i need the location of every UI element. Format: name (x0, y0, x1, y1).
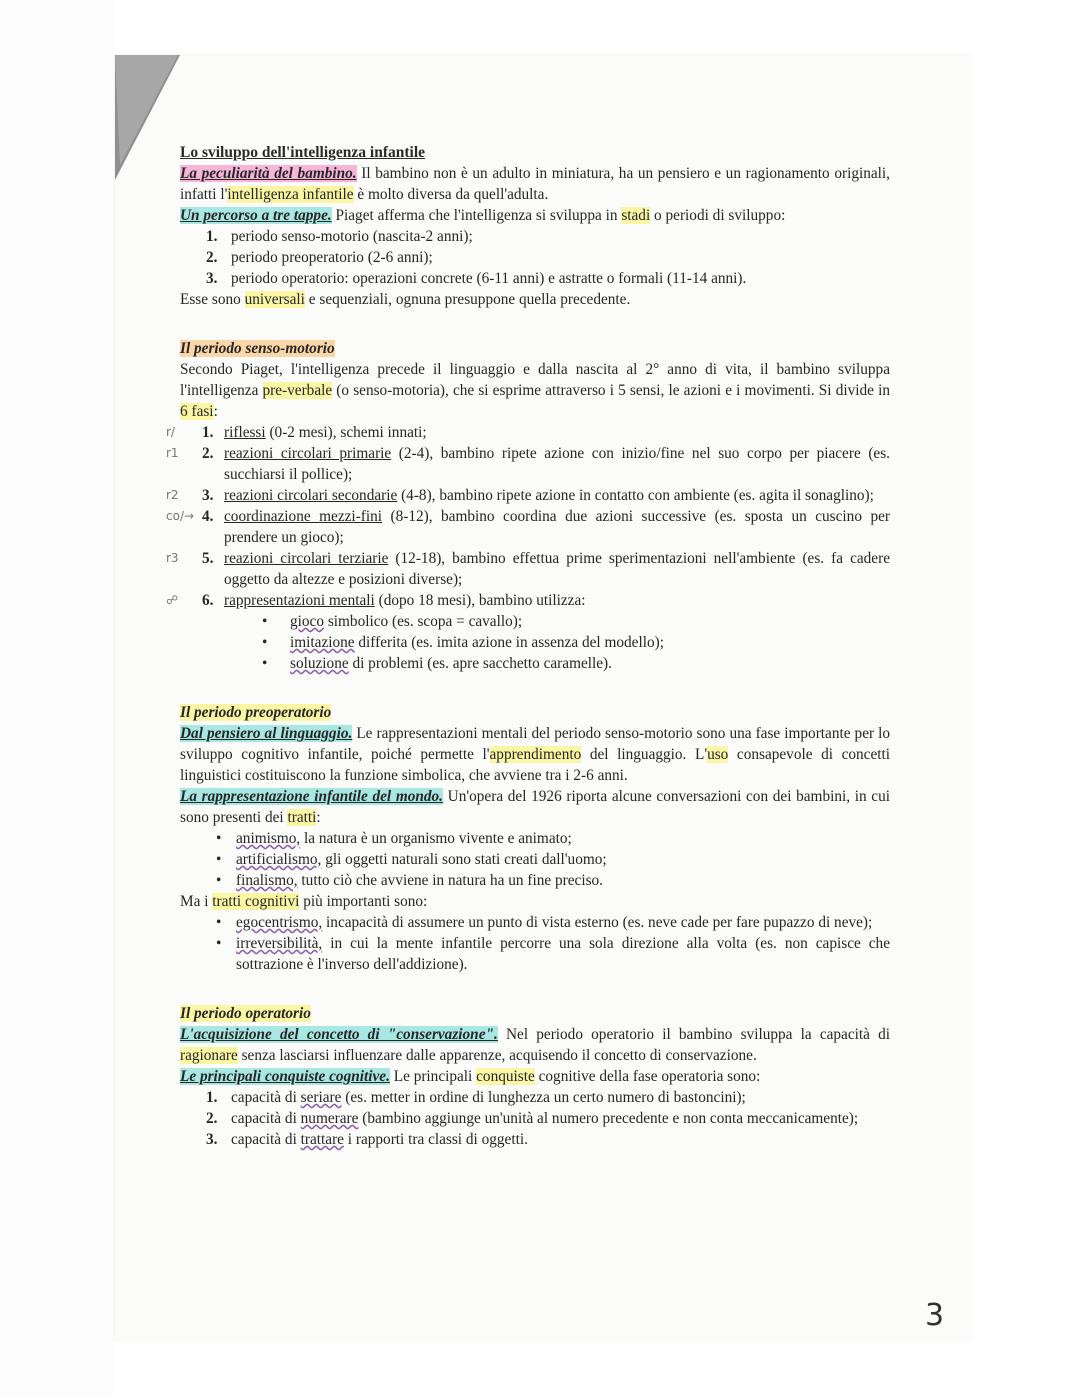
list-tappe (180, 226, 890, 289)
list-item: • animismo, la natura è un organismo vivente e animato; (216, 830, 572, 847)
list-item: r1 2. reazioni circolari primarie (2-4), bambino ripete azione con inizio/fine nel suo corpo per piacere (es. succhiarsi il pollice); (166, 445, 890, 483)
list-item: • finalismo, tutto ciò che avviene in natura ha un fine preciso. (216, 872, 604, 889)
list-item: r/ 1. riflessi (0-2 mesi), schemi innati; (166, 424, 427, 441)
handwritten-note: r3 (166, 551, 179, 565)
section-preoperatorio (180, 702, 890, 975)
list-item: • artificialismo, gli oggetti naturali sono stati creati dall'uomo; (216, 851, 607, 868)
list-item: • soluzione di problemi (es. apre sacchetto caramelle). (262, 655, 612, 672)
document-content (166, 142, 891, 1150)
subheading-percorso: Un percorso a tre tappe. (180, 207, 332, 224)
list-item: co/→ 4. coordinazione mezzi-fini (8-12), bambino coordina due azioni successive (es. sposta un cuscino per prendere un gioco); (166, 508, 890, 546)
paragraph-percorso: Un percorso a tre tappe. Piaget afferma che l'intelligenza si sviluppa in stadi o periodi di sviluppo: (180, 207, 786, 224)
section-heading: Il periodo preoperatorio (180, 704, 332, 721)
list-fasi (166, 422, 890, 611)
handwritten-note: ☍ (166, 593, 179, 607)
list-cognitivi (180, 912, 890, 975)
handwritten-note: r/ (166, 425, 175, 439)
page-number: 3 (925, 1298, 945, 1333)
paragraph-senso: Secondo Piaget, l'intelligenza precede il linguaggio e dalla nascita al 2° anno di vita, il bambino sviluppa l'intelligenza pre-verbale (o senso-motoria), che si esprime attraverso i 5 sensi, le azioni e i movimenti. Si divide in 6 fasi: (180, 361, 890, 420)
section-heading: Il periodo senso-motorio (180, 340, 335, 357)
section-heading: Il periodo operatorio (180, 1005, 311, 1022)
section-intro (180, 142, 890, 310)
list-item: 2. capacità di numerare (bambino aggiunge un'unità al numero precedente e non conta meccanicamente); (206, 1110, 859, 1127)
list-item: 1. capacità di seriare (es. metter in ordine di lunghezza un certo numero di bastoncini); (206, 1089, 746, 1106)
paragraph-conservazione: L'acquisizione del concetto di "conservazione". Nel periodo operatorio il bambino sviluppa la capacità di ragionare senza lasciarsi influenzare dalle apparenze, acquisendo il concetto di conservazione. (180, 1026, 890, 1064)
paragraph-linguaggio: Dal pensiero al linguaggio. Le rappresentazioni mentali del periodo senso-motorio sono una fase importante per lo sviluppo cognitivo infantile, poiché permette l'apprendimento del linguaggio. L'uso consapevole di concetti linguistici costituiscono la funzione simbolica, che avviene tra i 2-6 anni. (180, 725, 891, 784)
list-rappresentazioni (180, 611, 890, 674)
list-item: r2 3. reazioni circolari secondarie (4-8), bambino ripete azione in contatto con ambiente (es. agita il sonaglino); (166, 487, 874, 504)
list-item: 2. periodo preoperatorio (2-6 anni); (206, 249, 433, 266)
subheading-peculiarita: La peculiarità del bambino. (180, 165, 357, 182)
list-item: 3. periodo operatorio: operazioni concrete (6-11 anni) e astratte o formali (11-14 anni). (206, 270, 747, 287)
handwritten-note: co/→ (166, 509, 195, 523)
list-item: 1. periodo senso-motorio (nascita-2 anni); (206, 228, 473, 245)
list-item: 3. capacità di trattare i rapporti tra classi di oggetti. (206, 1131, 528, 1148)
list-item: ☍ 6. rappresentazioni mentali (dopo 18 mesi), bambino utilizza: (166, 592, 586, 609)
section-senso-motorio (166, 338, 890, 674)
paragraph-peculiarita: La peculiarità del bambino. Il bambino non è un adulto in miniatura, ha un pensiero e un ragionamento originali, infatti l'intelligenza infantile è molto diversa da quell'adulta. (180, 165, 890, 203)
page-fold-corner (100, 40, 190, 190)
paragraph-conquiste: Le principali conquiste cognitive. Le principali conquiste cognitive della fase operatoria sono: (180, 1068, 761, 1085)
list-item: • egocentrismo, incapacità di assumere un punto di vista esterno (es. neve cade per fare pupazzo di neve); (216, 914, 873, 931)
list-item: • gioco simbolico (es. scopa = cavallo); (262, 613, 523, 630)
page-title: Lo sviluppo dell'intelligenza infantile (180, 144, 426, 161)
list-item: r3 5. reazioni circolari terziarie (12-18), bambino effettua prime sperimentazioni nell'ambiente (es. fa cadere oggetto da altezze e posizioni diverse); (166, 550, 890, 588)
handwritten-note: r1 (166, 446, 179, 460)
list-item: • irreversibilità, in cui la mente infantile percorre una sola direzione alla volta (es. non capisce che sottrazione è l'inverso dell'addizione). (216, 935, 890, 973)
handwritten-note: r2 (166, 488, 179, 502)
section-operatorio (180, 1003, 890, 1150)
paragraph-universali: Esse sono universali e sequenziali, ognuna presuppone quella precedente. (180, 291, 631, 308)
list-conquiste (180, 1087, 890, 1150)
list-tratti (180, 828, 890, 891)
paragraph-tratti-cognitivi: Ma i tratti cognitivi più importanti sono: (180, 893, 428, 910)
list-item: • imitazione differita (es. imita azione in assenza del modello); (262, 634, 664, 651)
paragraph-mondo: La rappresentazione infantile del mondo. Un'opera del 1926 riporta alcune conversazioni con dei bambini, in cui sono presenti dei tratti: (180, 788, 890, 826)
background-edge (0, 0, 115, 1397)
